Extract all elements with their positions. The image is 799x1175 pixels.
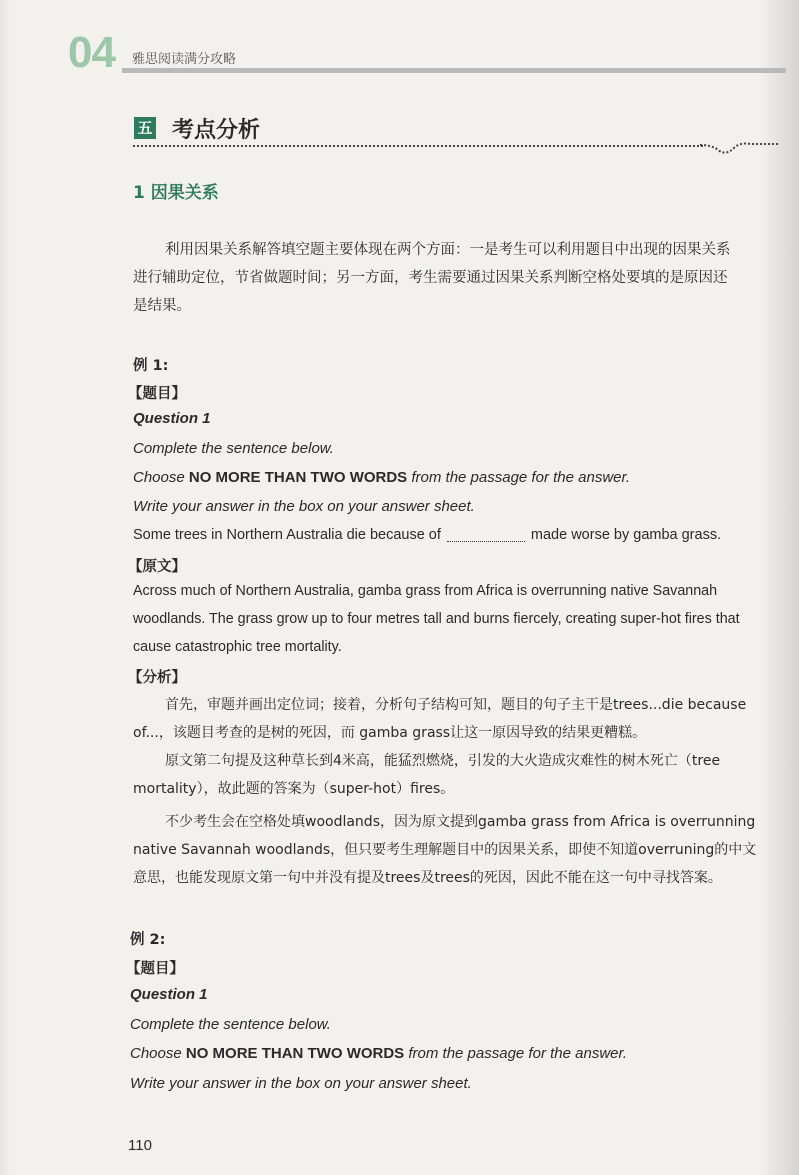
- example1-instruction-3: Write your answer in the box on your answer sheet.: [133, 498, 475, 515]
- example1-question-title: Question 1: [133, 410, 211, 427]
- example1-sentence: Some trees in Northern Australia die because of made worse by gamba grass.: [133, 527, 722, 543]
- source-line-2: woodlands. The grass grow up to four metres tall and burns fiercely, creating super-hot fires that: [133, 611, 740, 627]
- analysis-line-1: 首先，审题并画出定位词；接着，分析句子结构可知，题目的句子主干是trees...die because: [165, 697, 747, 713]
- intro-line-1: 利用因果关系解答填空题主要体现在两个方面：一是考生可以利用题目中出现的因果关系: [165, 242, 731, 258]
- analysis-line-5: 不少考生会在空格处填woodlands，因为原文提到gamba grass from Africa is overrunning: [165, 814, 756, 830]
- intro-line-2: 进行辅助定位，节省做题时间；另一方面，考生需要通过因果关系判断空格处要填的是原因还: [133, 270, 728, 286]
- word-limit-emphasis: NO MORE THAN TWO WORDS: [188, 469, 408, 486]
- example2-instruction-1: Complete the sentence below.: [130, 1016, 331, 1033]
- source-line-1: Across much of Northern Australia, gamba grass from Africa is overrunning native Savannah: [133, 583, 718, 599]
- example1-question-tag: 【题目】: [128, 386, 186, 402]
- example2-instruction-2: Choose NO MORE THAN TWO WORDS from the passage for the answer.: [130, 1045, 628, 1062]
- analysis-line-7: 意思，也能发现原文第一句中并没有提及trees及trees的死因，因此不能在这一句中寻找答案。: [133, 870, 722, 886]
- analysis-line-4: mortality），故此题的答案为（super-hot）fires。: [133, 781, 455, 797]
- section-badge: 五: [134, 117, 156, 139]
- header-rule: [122, 68, 786, 73]
- dotted-divider-tail: [700, 136, 780, 156]
- source-line-3: cause catastrophic tree mortality.: [133, 639, 342, 655]
- dotted-divider: [133, 145, 703, 147]
- analysis-line-3: 原文第二句提及这种草长到4米高，能猛烈燃烧，引发的大火造成灾难性的树木死亡（tree: [165, 753, 721, 769]
- word-limit-emphasis: NO MORE THAN TWO WORDS: [185, 1045, 405, 1062]
- example2-label: 例 2:: [130, 932, 166, 948]
- subsection-title: 1 因果关系: [133, 183, 219, 203]
- page-number: 110: [128, 1137, 152, 1154]
- example1-label: 例 1:: [133, 358, 169, 374]
- example2-instruction-3: Write your answer in the box on your answer sheet.: [130, 1075, 472, 1092]
- example2-question-title: Question 1: [130, 986, 208, 1003]
- answer-blank: [447, 541, 525, 542]
- section-title: 考点分析: [172, 118, 261, 143]
- example1-source-tag: 【原文】: [128, 559, 186, 575]
- analysis-line-6: native Savannah woodlands，但只要考生理解题目中的因果关系，即使不知道overruning的中文: [133, 842, 757, 858]
- analysis-line-2: of...，该题目考查的是树的死因，而 gamba grass让这一原因导致的结果更糟糕。: [133, 725, 647, 741]
- page-edge-shadow: [0, 0, 10, 1175]
- example1-instruction-2: Choose NO MORE THAN TWO WORDS from the passage for the answer.: [133, 469, 631, 486]
- page-gutter-shadow: [759, 0, 799, 1175]
- intro-line-3: 是结果。: [133, 298, 191, 314]
- example1-analysis-tag: 【分析】: [128, 670, 186, 686]
- example1-instruction-1: Complete the sentence below.: [133, 440, 334, 457]
- chapter-number: 04: [68, 28, 115, 77]
- example2-question-tag: 【题目】: [126, 961, 184, 977]
- book-title: 雅思阅读满分攻略: [132, 52, 237, 67]
